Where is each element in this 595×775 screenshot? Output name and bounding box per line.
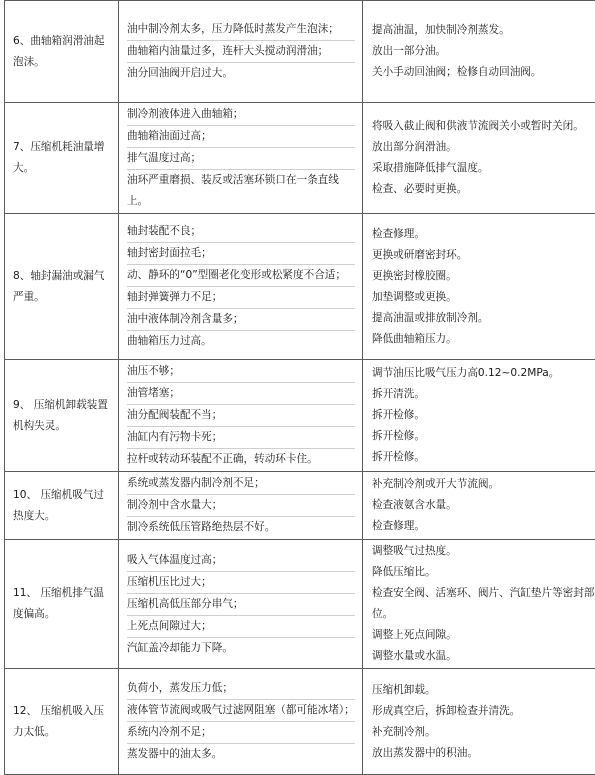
cause-cell [119,472,363,540]
fix-item: 拆开清洗。 [372,384,595,405]
cause-item: 汽缸盖冷却能力下降。 [127,638,355,659]
fault-text: 7、压缩机耗油量增大。 [13,137,114,179]
cause-item: 制冷剂中含水量大； [127,495,355,517]
fault-text: 8、轴封漏油或漏气严重。 [13,266,114,308]
fix-item: 将吸入截止阀和供液节流阀关小或暂时关闭。 [372,116,595,137]
fix-cell [363,472,595,540]
cause-item: 排气温度过高； [127,148,355,170]
cause-item: 曲轴箱内油量过多，连杆大头搅动润滑油； [127,41,355,63]
fix-cell [363,360,595,472]
fault-cell [5,214,119,360]
cause-item: 拉杆或转动环装配不正确，转动环卡住。 [127,449,355,470]
cause-item: 油中液体制冷剂含量多； [127,309,355,331]
fault-cell [5,360,119,472]
fix-item: 更换或研磨密封环。 [372,245,595,266]
fix-item: 降低压缩比。 [372,562,595,583]
fault-cell [5,472,119,540]
cause-item: 轴封装配不良； [127,221,355,243]
fix-item: 更换密封橡胶圈。 [372,266,595,287]
cause-item: 油缸内有污物卡死； [127,427,355,449]
fix-item: 拆开检修。 [372,405,595,426]
fix-cell [363,1,595,103]
fault-text: 10、 压缩机吸气过热度大。 [13,485,114,527]
cause-item: 油管堵塞； [127,383,355,405]
table-row [5,540,595,669]
fix-cell [363,103,595,214]
cause-item: 动、静环的“0”型圈老化变形或松紧度不合适； [127,265,355,287]
cause-item: 吸入气体温度过高； [127,550,355,572]
cause-cell [119,669,363,775]
fault-cell [5,103,119,214]
cause-item: 油分回油阀开启过大。 [127,63,355,84]
fix-item: 放出一部分油。 [372,41,595,62]
cause-item: 系统内冷剂不足； [127,722,355,744]
table-row [5,214,595,360]
fix-item: 采取措施降低排气温度。 [372,158,595,179]
cause-item: 油压不够； [127,361,355,383]
table-row [5,472,595,540]
fault-cell [5,1,119,103]
fault-text: 12、 压缩机吸入压力太低。 [13,701,114,743]
fix-item: 检查、必要时更换。 [372,179,595,200]
cause-item: 制冷系统低压管路绝热层不好。 [127,517,355,538]
cause-cell [119,1,363,103]
fault-text: 6、曲轴箱润滑油起泡沫。 [13,31,114,73]
fix-item: 补充制冷剂或开大节流阀。 [372,474,595,495]
fix-cell [363,669,595,775]
cause-item: 轴封密封面拉毛； [127,243,355,265]
cause-cell [119,540,363,669]
cause-item: 压缩机高低压部分串气； [127,594,355,616]
cause-item: 上死点间隙过大； [127,616,355,638]
cause-item: 制冷剂液体进入曲轴箱； [127,104,355,126]
fix-cell [363,540,595,669]
fix-item: 调整上死点间隙。 [372,625,595,646]
fault-table-body [5,1,595,775]
fix-item: 调整水量或水温。 [372,646,595,667]
fix-item: 提高油温，加快制冷剂蒸发。 [372,20,595,41]
fix-item: 提高油温或排放制冷剂。 [372,308,595,329]
table-row [5,360,595,472]
cause-item: 蒸发器中的油太多。 [127,744,355,765]
cause-item: 系统或蒸发器内制冷剂不足； [127,473,355,495]
fix-item: 检查修理。 [372,516,595,537]
cause-item: 曲轴箱压力过高。 [127,331,355,352]
fix-item: 放出部分润滑油。 [372,137,595,158]
fix-item: 检查安全阀、活塞环、阀片、汽缸垫片等密封部位。 [372,583,595,625]
fix-item: 形成真空后，拆卸检查并清洗。 [372,701,595,722]
fix-item: 检查修理。 [372,224,595,245]
cause-cell [119,103,363,214]
cause-item: 曲轴箱油面过高； [127,126,355,148]
cause-item: 油分配阀装配不当； [127,405,355,427]
fix-item: 降低曲轴箱压力。 [372,329,595,350]
fix-item: 放出蒸发器中的积油。 [372,743,595,764]
fix-item: 压缩机卸载。 [372,680,595,701]
fix-item: 加垫调整或更换。 [372,287,595,308]
fix-item: 拆开检修。 [372,426,595,447]
fault-table [4,0,595,775]
cause-item: 压缩机压比过大； [127,572,355,594]
cause-item: 负荷小，蒸发压力低； [127,678,355,700]
fault-cell [5,540,119,669]
fix-item: 补充制冷剂。 [372,722,595,743]
fix-item: 调整吸气过热度。 [372,541,595,562]
table-row [5,103,595,214]
table-row [5,669,595,775]
fix-item: 拆开检修。 [372,447,595,468]
cause-item: 液体管节流阀或吸气过滤网阻塞（都可能冰堵）； [127,700,355,722]
cause-cell [119,360,363,472]
fix-item: 检查液氨含水量。 [372,495,595,516]
cause-item: 油中制冷剂太多，压力降低时蒸发产生泡沫； [127,19,355,41]
cause-cell [119,214,363,360]
table-row [5,1,595,103]
fix-item: 调节油压比吸气压力高0.12~0.2MPa。 [372,363,595,384]
fix-cell [363,214,595,360]
fault-text: 11、 压缩机排气温度偏高。 [13,583,114,625]
fault-text: 9、 压缩机卸载装置机构失灵。 [13,395,114,437]
cause-item: 油环严重磨损、装反或活塞环锁口在一条直线上。 [127,170,355,212]
fault-cell [5,669,119,775]
cause-item: 轴封弹簧弹力不足； [127,287,355,309]
fix-item: 关小手动回油阀；检修自动回油阀。 [372,62,595,83]
